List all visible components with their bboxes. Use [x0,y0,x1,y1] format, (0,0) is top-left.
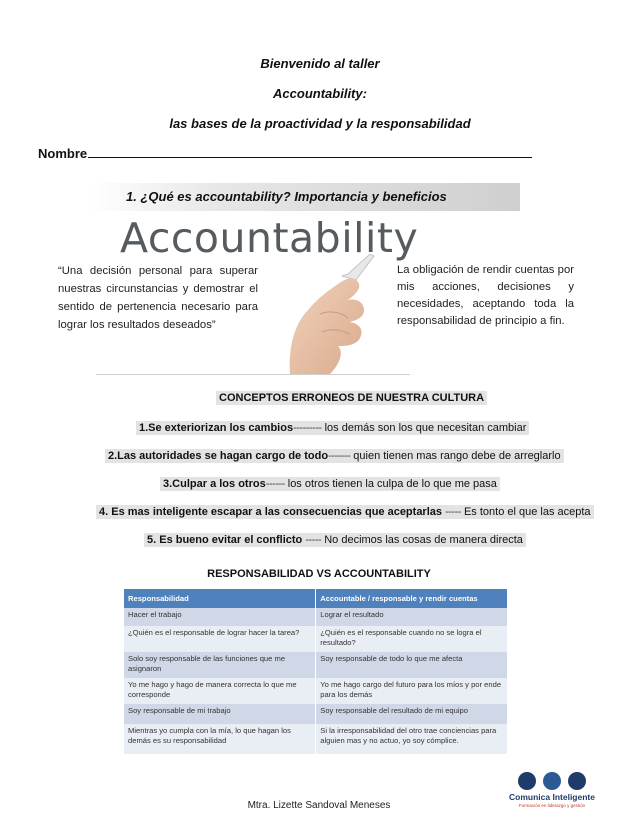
name-blank-line[interactable] [88,146,532,158]
logo-name: Comunica Inteligente [509,792,595,802]
table-row [124,626,508,652]
comparison-table [124,589,508,754]
lightbulb-icon [543,772,561,790]
table-cell: Mientras yo cumpla con la mía, lo que hagan los demás es su responsabilidad [124,724,316,754]
concept-item-4: 4. Es mas inteligente escapar a las consecuencias que aceptarlas ----- Es tonto el que las acepta [96,506,594,518]
table-row [124,678,508,704]
table-cell: Hacer el trabajo [124,608,316,626]
table-row [124,724,508,754]
table-cell: Soy responsable del resultado de mi equipo [316,704,508,724]
concept-item-2: 2.Las autoridades se hagan cargo de todo------- quien tienen mas rango debe de arreglarlo [105,450,564,462]
table-cell: Soy responsable de todo lo que me afecta [316,652,508,678]
table-cell: Solo soy responsable de las funciones que me asignaron [124,652,316,678]
table-cell: Yo me hago cargo del futuro para los míos y por ende para los demás [316,678,508,704]
definition-quote-left: “Una decisión personal para superar nuestras circunstancias y demostrar el sentido de pertenencia necesario para lograr los resultados deseados” [58,265,258,331]
concept-item-3: 3.Culpar a los otros------ los otros tienen la culpa de lo que me pasa [160,478,500,490]
section-1-title: 1. ¿Qué es accountability? Importancia y beneficios [126,189,447,204]
comparison-table-header [124,589,508,608]
concepts-heading: CONCEPTOS ERRONEOS DE NUESTRA CULTURA [216,392,487,404]
name-label: Nombre [38,146,88,161]
concept-item-5: 5. Es bueno evitar el conflicto ----- No decimos las cosas de manera directa [144,534,526,546]
table-row [124,652,508,678]
table-cell: Lograr el resultado [316,608,508,626]
writing-hand-icon [260,254,410,374]
logo-icons [512,770,592,790]
title-line-1: Bienvenido al taller [260,56,380,71]
footer-author: Mtra. Lizette Sandoval Meneses [247,800,391,811]
person-icon [568,772,586,790]
column-header-accountable: Accountable / responsable y rendir cuentas [316,589,508,608]
concept-item-1: 1.Se exteriorizan los cambios--------- los demás son los que necesitan cambiar [136,422,529,434]
table-row [124,608,508,626]
title-line-2: Accountability: [273,86,367,101]
section-1-banner [88,183,520,211]
table-cell: ¿Quién es el responsable cuando no se logra el resultado? [316,626,508,652]
definition-quote-right: La obligación de rendir cuentas por mis acciones, decisiones y necesidades, aceptando toda la responsabilidad de principio a fin. [397,264,574,327]
table-cell: Si la irresponsabilidad del otro trae conciencias para alguien mas y no actuo, yo soy cómplice. [316,724,508,754]
comparison-title: RESPONSABILIDAD VS ACCOUNTABILITY [207,568,431,580]
table-cell: Soy responsable de mi trabajo [124,704,316,724]
column-header-responsabilidad: Responsabilidad [124,589,316,608]
table-cell: ¿Quién es el responsable de lograr hacer la tarea? [124,626,316,652]
table-row [124,704,508,724]
title-line-3: las bases de la proactividad y la responsabilidad [169,116,471,131]
chat-icon [518,772,536,790]
logo-tagline: Formación en liderazgo y gestión [518,803,586,808]
table-cell: Yo me hago y hago de manera correcta lo que me corresponde [124,678,316,704]
name-field[interactable] [38,146,532,161]
accountability-image-word: Accountability [120,214,419,262]
image-underline [96,374,410,375]
